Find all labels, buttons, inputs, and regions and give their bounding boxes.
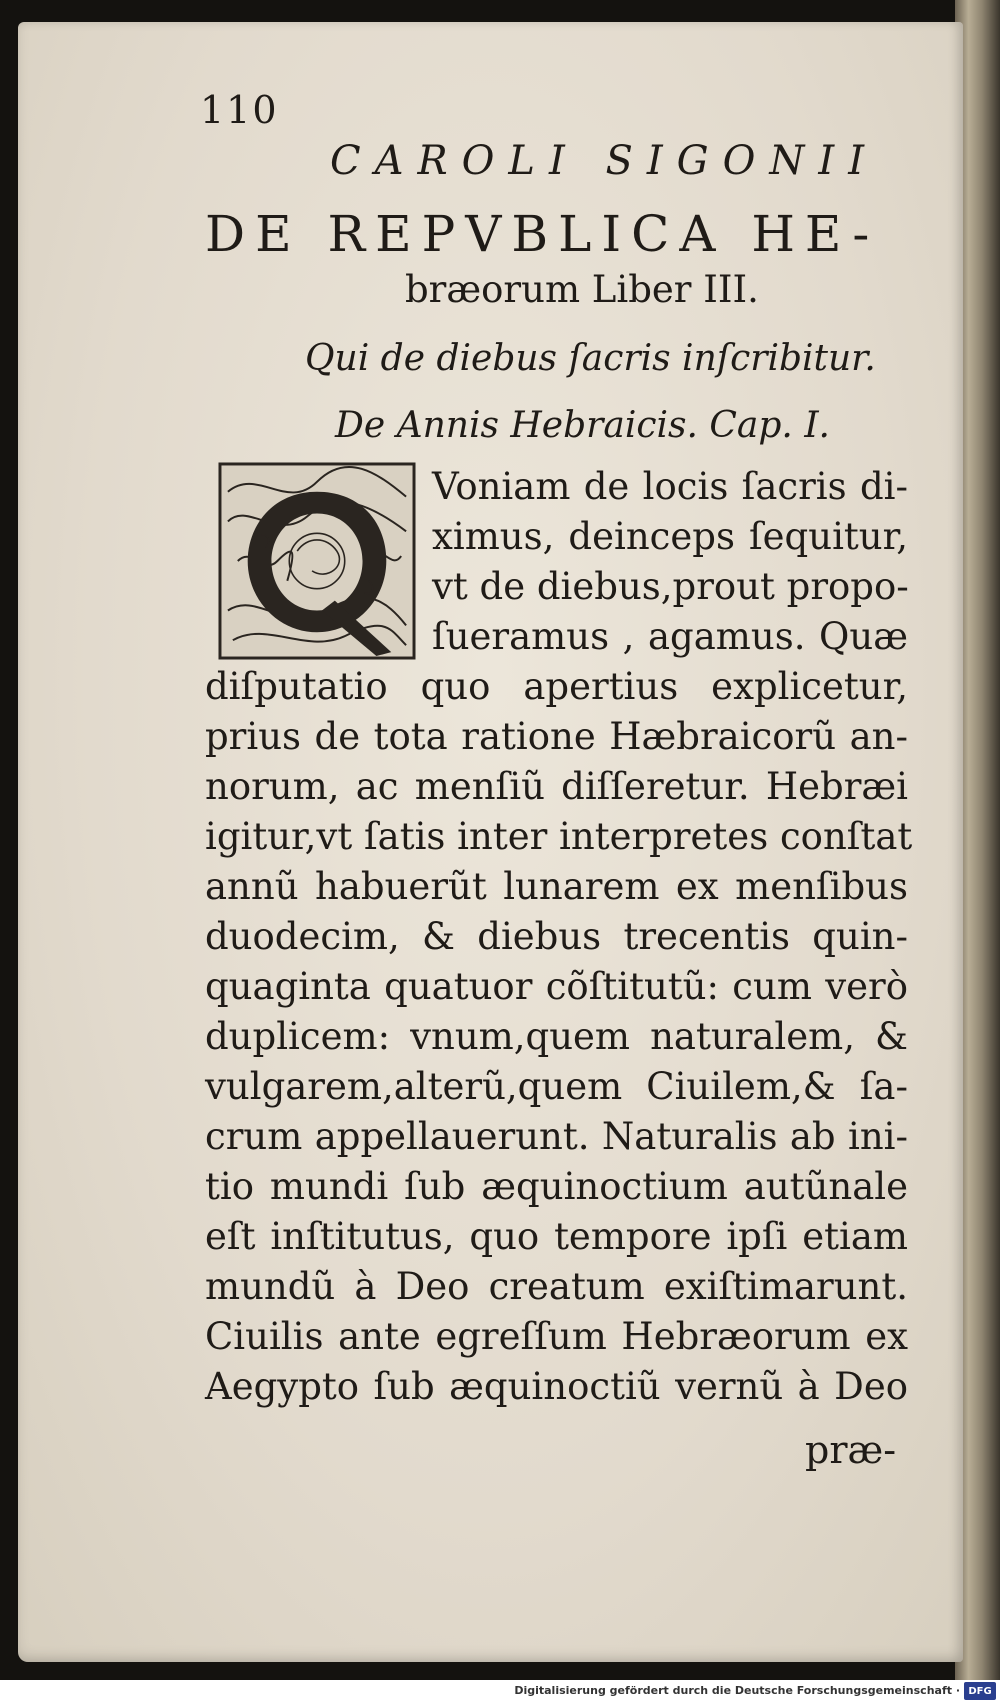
text-line: diſputatio quo apertius explicetur,: [205, 665, 908, 708]
title-main: DE REPVBLICA HE-: [205, 205, 880, 263]
title-subtitle: bræorum Liber III.: [405, 268, 759, 311]
text-line: ſueramus , agamus. Quæ: [432, 615, 908, 658]
catchword: præ-: [805, 1428, 897, 1472]
text-line: crum appellauerunt. Naturalis ab ini-: [205, 1115, 908, 1158]
title-author: CAROLI SIGONII: [330, 138, 879, 184]
digitization-footer: [0, 1680, 1000, 1704]
ornament-initial-icon: [218, 462, 416, 660]
text-line: eſt inſtitutus, quo tempore ipſi etiam: [205, 1215, 908, 1258]
text-line: duodecim, & diebus trecentis quin-: [205, 915, 908, 958]
text-line: ximus, deinceps ſequitur,: [432, 515, 908, 558]
decorated-initial-q: [218, 462, 416, 660]
dfg-logo-icon: DFG: [964, 1682, 996, 1700]
text-line: tio mundi ſub æquinoctium autũnale: [205, 1165, 908, 1208]
page-number: 110: [200, 88, 279, 132]
text-line: igitur,vt ſatis inter interpretes conſtat: [205, 815, 913, 858]
text-line: Voniam de locis ſacris di-: [432, 465, 908, 508]
text-line: vulgarem,alterũ,quem Ciuilem,& ſa-: [205, 1065, 908, 1108]
text-line: mundũ à Deo creatum exiſtimarunt.: [205, 1265, 908, 1308]
text-line: prius de tota ratione Hæbraicorũ an-: [205, 715, 908, 758]
text-line: Ciuilis ante egreſſum Hebræorum ex: [205, 1315, 908, 1358]
chapter-heading: De Annis Hebraicis. Cap. I.: [335, 405, 830, 446]
text-line: vt de diebus,prout propo-: [432, 565, 909, 608]
text-line: quaginta quatuor cõſtitutũ: cum verò: [205, 965, 908, 1008]
footer-credit: Digitalisierung gefördert durch die Deutsche Forschungsgemeinschaft ·: [514, 1684, 960, 1697]
text-line: Aegypto ſub æquinoctiũ vernũ à Deo: [205, 1365, 908, 1408]
text-line: annũ habuerũt lunarem ex menſibus: [205, 865, 908, 908]
text-line: duplicem: vnum,quem naturalem, &: [205, 1015, 908, 1058]
book-heading: Qui de diebus ſacris inſcribitur.: [305, 338, 876, 379]
text-line: norum, ac menſiũ diſſeretur. Hebræi: [205, 765, 908, 808]
